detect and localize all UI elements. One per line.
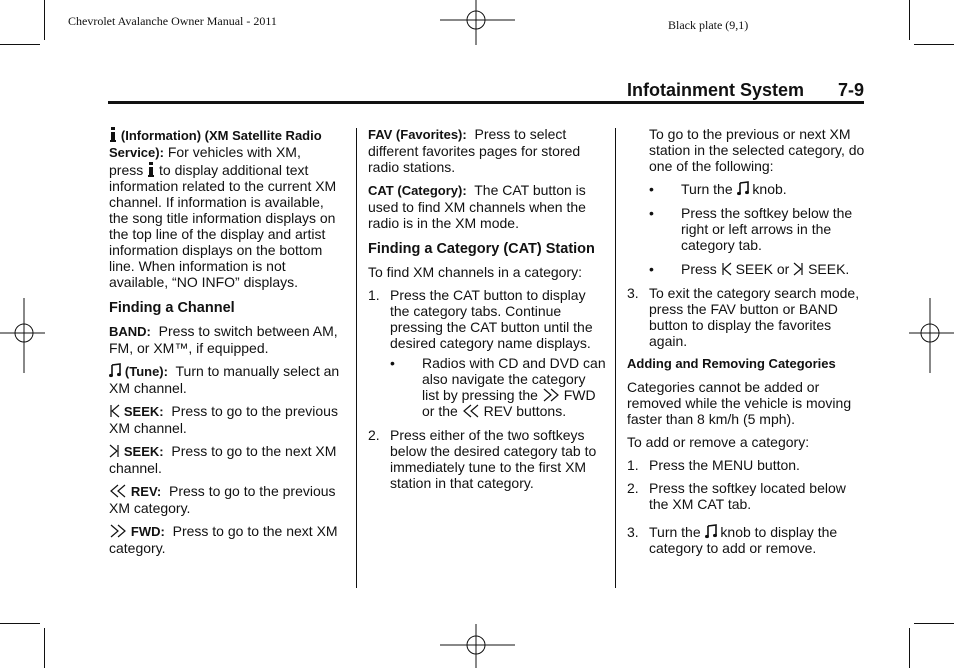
- exit-steps: [627, 285, 867, 349]
- bullet-list: [390, 355, 606, 419]
- fast-forward-icon: [109, 524, 127, 538]
- list-item: 3. Turn the knob to display the category to add or remove.: [627, 524, 838, 556]
- page-number: 7-9: [837, 80, 864, 100]
- title-rule: [108, 101, 864, 104]
- rewind-icon: [462, 404, 480, 418]
- adding-removing-heading: Adding and Removing Categories: [627, 356, 836, 371]
- seek-back-icon: [109, 404, 120, 418]
- list-item: • Turn the knob.: [649, 181, 787, 197]
- section-header: [108, 80, 864, 102]
- bullet-icon: •: [649, 205, 654, 221]
- list-item: 3. To exit the category search mode, press the FAV button or BAND button to display the favorites again.: [627, 285, 860, 349]
- category-steps: [368, 287, 606, 491]
- crop-mark: [44, 628, 45, 668]
- info-icon: [147, 161, 155, 177]
- list-item: 2. Press either of the two softkeys below the desired category tab to immediately tune to the first XM station in that category.: [368, 427, 597, 491]
- music-note-icon: [737, 181, 749, 196]
- list-item: 2. Press the softkey located below the XM CAT tab.: [627, 480, 846, 512]
- registration-mark-right: [909, 298, 954, 373]
- column-1: [109, 126, 347, 563]
- bullet-icon: •: [649, 261, 654, 277]
- previous-next-intro: To go to the previous or next XM station in the selected category, do one of the following:: [649, 126, 865, 174]
- finding-category-heading: Finding a Category (CAT) Station: [368, 241, 595, 257]
- rewind-icon: [109, 484, 127, 498]
- plate-label: Black plate (9,1): [668, 18, 749, 32]
- section-title: Infotainment System: [626, 80, 804, 100]
- crop-mark: [914, 44, 954, 45]
- seek-forward-icon: [793, 262, 804, 276]
- seek-back-paragraph: SEEK: Press to go to the previous XM channel.: [109, 403, 338, 436]
- column-divider: [615, 128, 616, 588]
- finding-channel-heading: Finding a Channel: [109, 300, 235, 316]
- column-3: [627, 126, 867, 563]
- crop-mark: [44, 0, 45, 40]
- crop-mark: [914, 623, 954, 624]
- manual-title: Chevrolet Avalanche Owner Manual - 2011: [68, 14, 277, 28]
- list-item: • Press SEEK or SEEK.: [649, 261, 850, 277]
- fast-forward-icon: [542, 388, 560, 402]
- tune-paragraph: (Tune): Turn to manually select an XM channel.: [109, 363, 340, 396]
- column-divider: [356, 128, 357, 588]
- cat-paragraph: CAT (Category): The CAT button is used to find XM channels when the radio is in the XM mode.: [368, 182, 586, 231]
- seek-back-icon: [721, 262, 732, 276]
- music-note-icon: [705, 524, 717, 539]
- music-note-icon: [109, 363, 121, 378]
- crop-mark: [909, 0, 910, 40]
- add-remove-steps: [627, 457, 867, 556]
- seek-forward-paragraph: SEEK: Press to go to the next XM channel.: [109, 443, 337, 476]
- bullet-icon: •: [649, 181, 654, 197]
- category-intro: To find XM channels in a category:: [368, 264, 583, 280]
- list-item: • Radios with CD and DVD can also navigate the category list by pressing the FWD or the REV buttons.: [390, 355, 606, 419]
- registration-mark-bottom: [440, 624, 515, 668]
- registration-mark-left: [0, 298, 45, 373]
- registration-mark-top: [440, 0, 515, 45]
- add-intro: To add or remove a category:: [627, 434, 810, 450]
- column-2: [368, 126, 606, 498]
- seek-forward-icon: [109, 444, 120, 458]
- info-paragraph: (Information) (XM Satellite Radio Service): For vehicles with XM, press to display additional text information related to the current XM channel. If information is available, the song title information displays on the top line of the display and artist information displays on the bottom line. When information is not available, “NO INFO” displays.: [109, 128, 337, 290]
- band-paragraph: BAND: Press to switch between AM, FM, or XM™, if equipped.: [109, 323, 338, 356]
- crop-mark: [0, 623, 40, 624]
- crop-mark: [0, 44, 40, 45]
- bullet-icon: •: [390, 355, 395, 371]
- fav-paragraph: FAV (Favorites): Press to select different favorites pages for stored radio stations.: [368, 126, 581, 175]
- bullet-list: [649, 181, 867, 277]
- crop-mark: [909, 628, 910, 668]
- info-icon: [109, 126, 117, 142]
- list-item: 1. Press the CAT button to display the category tabs. Continue pressing the CAT button until the desired category name displays. • Radios with CD and DVD can also navigate the category list by pressing the FWD or the REV buttons.: [368, 287, 606, 419]
- rev-paragraph: REV: Press to go to the previous XM category.: [109, 483, 336, 516]
- list-item: • Press the softkey below the right or left arrows in the category tab.: [649, 205, 853, 253]
- fwd-paragraph: FWD: Press to go to the next XM category.: [109, 523, 338, 556]
- list-item: 1. Press the MENU button.: [627, 457, 800, 473]
- adding-paragraph: Categories cannot be added or removed while the vehicle is moving faster than 8 km/h (5 mph).: [627, 379, 852, 427]
